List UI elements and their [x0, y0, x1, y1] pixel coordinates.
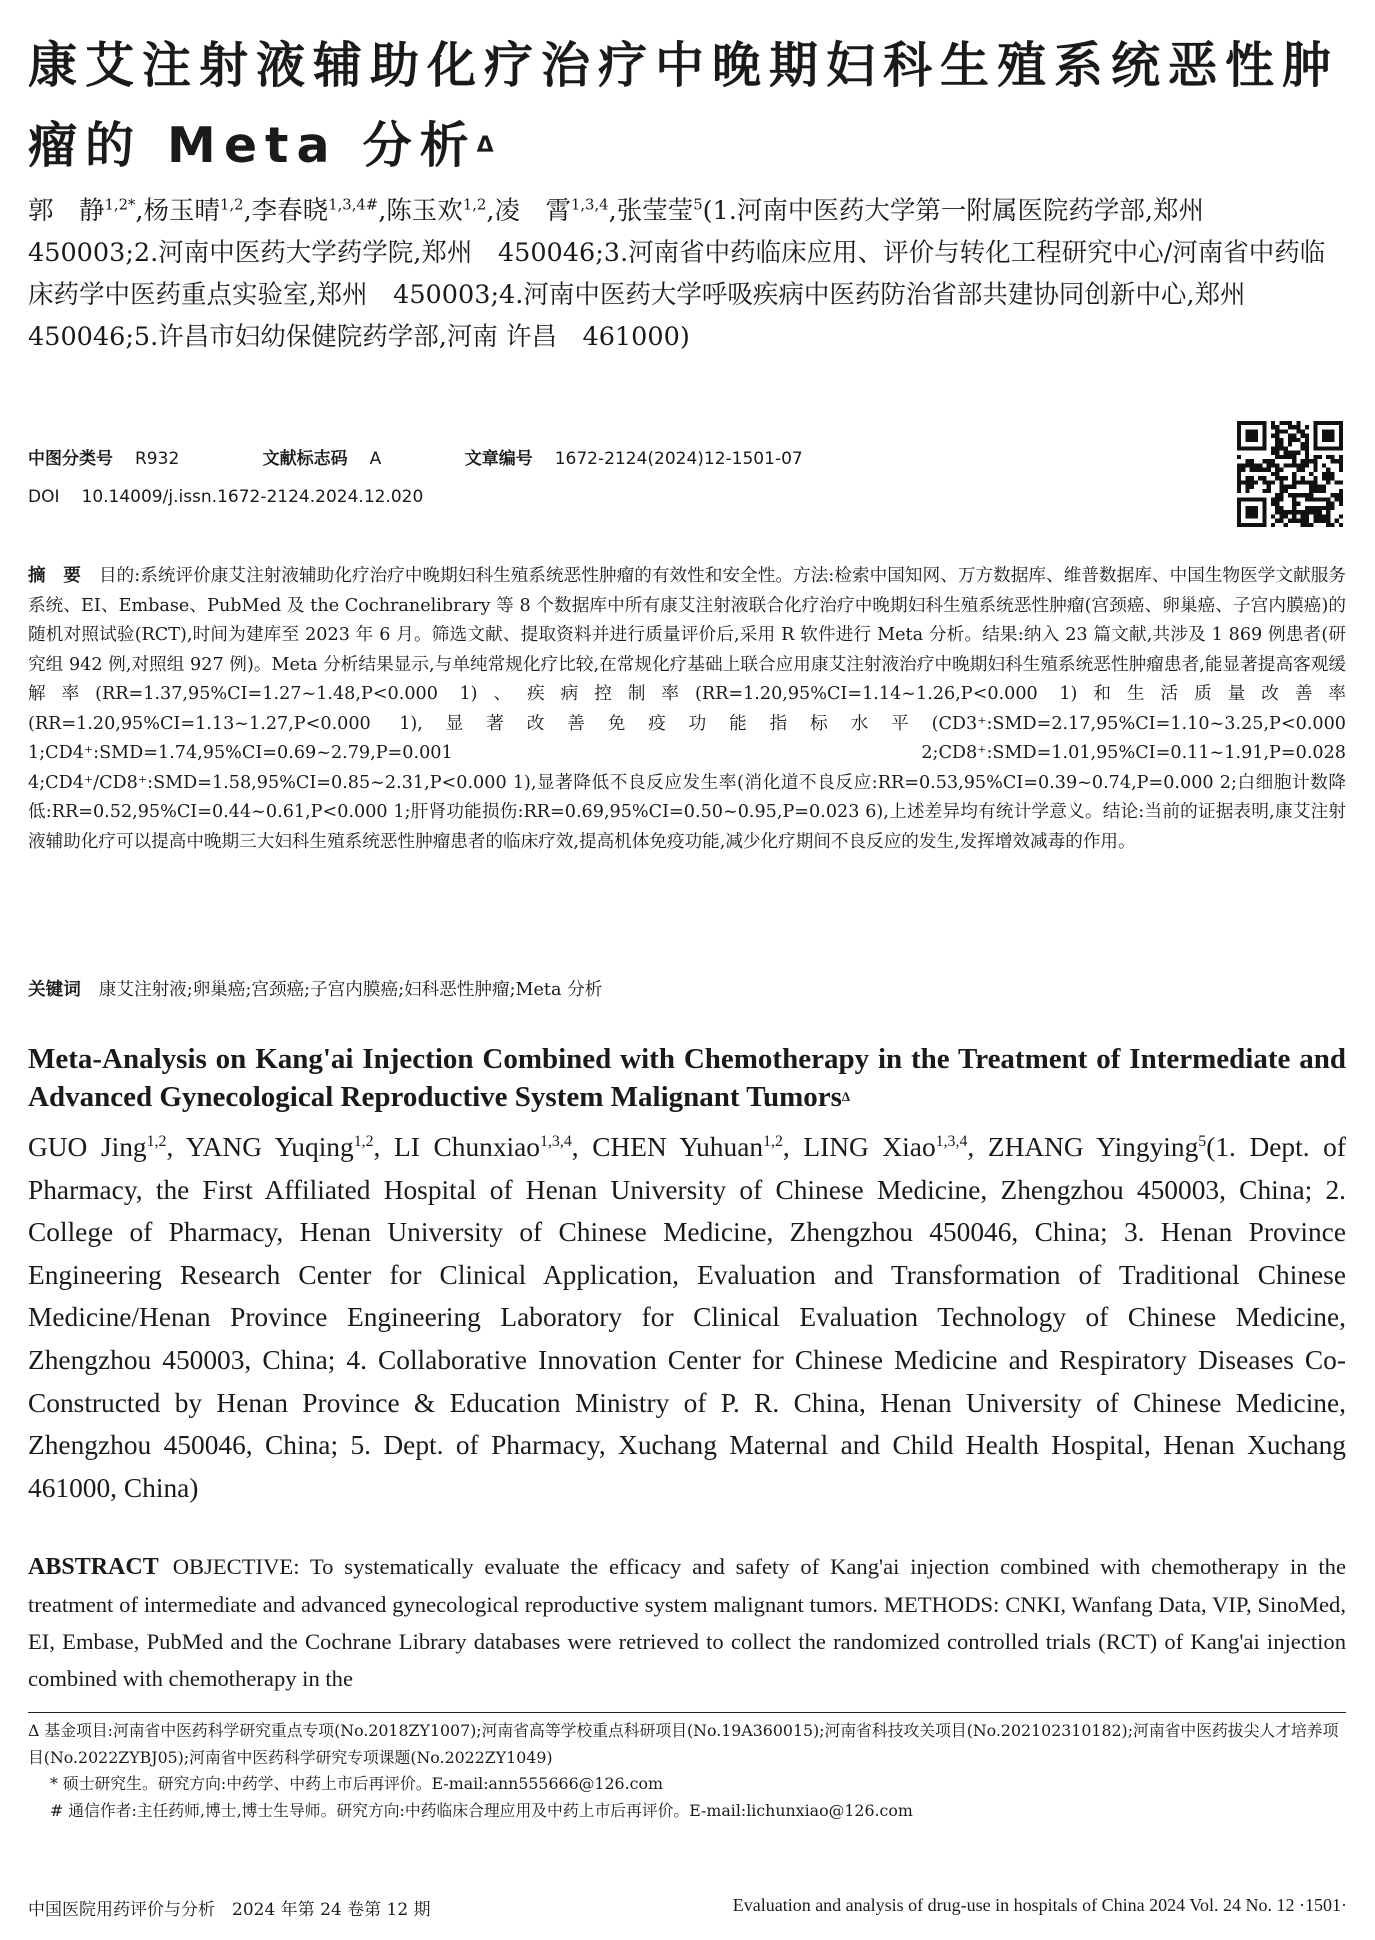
- english-abstract-label: ABSTRACT: [28, 1554, 159, 1580]
- doc-code-value: A: [369, 449, 382, 469]
- doi-label: DOI: [28, 487, 60, 507]
- author-name: LING Xiao: [803, 1132, 936, 1162]
- english-title: [28, 1040, 1346, 1116]
- chinese-abstract-text: 目的:系统评价康艾注射液辅助化疗治疗中晚期妇科生殖系统恶性肿瘤的有效性和安全性。方法:检索中国知网、万方数据库、维普数据库、中国生物医学文献服务系统、EI、Embase、PubMed 及 the Cochranelibrary 等 8 个数据库中所有康艾注射液联合化疗治疗中晚期妇科生殖系统恶性肿瘤(宫颈癌、卵巢癌、子宫内膜癌)的随机对照试验(RCT),时间为建库至 2023 年 6 月。筛选文献、提取资料并进行质量评价后,采用 R 软件进行 Meta 分析。结果:纳入 23 篇文献,共涉及 1 869 例患者(研究组 942 例,对照组 927 例)。Meta 分析结果显示,与单纯常规化疗比较,在常规化疗基础上联合应用康艾注射液治疗中晚期妇科生殖系统恶性肿瘤患者,能显著提高客观缓解率(RR=1.37,95%CI=1.27~1.48,P<0.000 1)、疾病控制率(RR=1.20,95%CI=1.14~1.26,P<0.000 1)和生活质量改善率(RR=1.20,95%CI=1.13~1.27,P<0.000 1),显著改善免疫功能指标水平(CD3⁺:SMD=2.17,95%CI=1.10~3.25,P<0.000 1;CD4⁺:SMD=1.74,95%CI=0.69~2.79,P=0.001 2;CD8⁺:SMD=1.01,95%CI=0.11~1.91,P=0.028 4;CD4⁺/CD8⁺:SMD=1.58,95%CI=0.85~2.31,P<0.000 1),显著降低不良反应发生率(消化道不良反应:RR=0.53,95%CI=0.39~0.74,P=0.000 2;白细胞计数降低:RR=0.52,95%CI=0.44~0.61,P<0.000 1;肝肾功能损伤:RR=0.69,95%CI=0.50~0.95,P=0.023 6),上述差异均有统计学意义。结论:当前的证据表明,康艾注射液辅助化疗可以提高中晚期三大妇科生殖系统恶性肿瘤患者的临床疗效,提高机体免疫功能,减少化疗期间不良反应的发生,发挥增效减毒的作用。: [28, 566, 1346, 852]
- author-affiliation-mark: 1,2: [462, 196, 487, 214]
- english-title-fund-mark: Δ: [841, 1089, 851, 1104]
- english-title-text: Meta-Analysis on Kang'ai Injection Combined with Chemotherapy in the Treatment of Intermediate and Advanced Gynecological Reproductive System Malignant Tumors: [28, 1043, 1346, 1113]
- author-affiliation-mark: 5: [1198, 1132, 1207, 1150]
- chinese-authors-affiliations: [28, 190, 1348, 358]
- english-author-list: GUO Jing$^{1,2}$, YANG Yuqing$^{1,2}$, LI Chunxiao$^{1,3,4}$, CHEN Yuhuan$^{1,2}$, LING Xiao$^{1,3,4}$, ZHANG Yingying$^5$: [28, 1132, 1207, 1162]
- english-affiliations: (1. Dept. of Pharmacy, the First Affiliated Hospital of Henan University of Chinese Medicine, Zhengzhou 450003, China; 2. College of Pharmacy, Henan University of Chinese Medicine, Zhengzhou 450046, China; 3. Henan Province Engineering Research Center for Clinical Application, Evaluation and Transformation of Traditional Chinese Medicine/Henan Province Engineering Laboratory for Clinical Evaluation Technology of Chinese Medicine, Zhengzhou 450003, China; 4. Collaborative Innovation Center for Chinese Medicine and Respiratory Diseases Co-Constructed by Henan Province & Education Ministry of P. R. China, Henan University of Chinese Medicine, Zhengzhou 450046, China; 5. Dept. of Pharmacy, Xuchang Maternal and Child Health Hospital, Henan Xuchang 461000, China): [28, 1132, 1347, 1503]
- clc-value: R932: [135, 449, 180, 469]
- first-author-footnote: * 硕士研究生。研究方向:中药学、中药上市后再评价。E-mail:ann555666@126.com: [50, 1774, 663, 1794]
- author-name: YANG Yuqing: [185, 1132, 354, 1162]
- author-affiliation-mark: 1,3,4: [935, 1132, 968, 1150]
- author-affiliation-mark: 1,3,4#: [328, 196, 379, 214]
- chinese-keywords-text: 康艾注射液;卵巢癌;宫颈癌;子宫内膜癌;妇科恶性肿瘤;Meta 分析: [98, 980, 603, 1000]
- author-affiliation-mark: 1,2: [353, 1132, 374, 1150]
- fund-footnote: Δ 基金项目:河南省中医药科学研究重点专项(No.2018ZY1007);河南省高等学校重点科研项目(No.19A360015);河南省科技攻关项目(No.202102310182);河南省中医药拔尖人才培养项目(No.2022ZYBJ05);河南省中医药科学研究专项课题(No.2022ZY1049): [28, 1721, 1339, 1767]
- article-no-value: 1672-2124(2024)12-1501-07: [554, 449, 803, 469]
- author-affiliation-mark: 1,3,4: [570, 196, 609, 214]
- classification-line: [28, 446, 803, 472]
- author-name: 郭 静: [28, 196, 105, 226]
- chinese-abstract: [28, 562, 1346, 857]
- author-affiliation-mark: 1,2: [146, 1132, 167, 1150]
- author-affiliation-mark: 1,2: [220, 196, 244, 214]
- chinese-affiliations: (1.河南中医药大学第一附属医院药学部,郑州 450003;2.河南中医药大学药学院,郑州 450046;3.河南省中药临床应用、评价与转化工程研究中心/河南省中药临床药学中医药重点实验室,郑州 450003;4.河南中医药大学呼吸疾病中医药防治省部共建协同创新中心,郑州 450046;5.许昌市妇幼保健院药学部,河南 许昌 461000): [28, 196, 1326, 352]
- author-name: 张莹莹: [616, 196, 694, 226]
- english-abstract-text: OBJECTIVE: To systematically evaluate the efficacy and safety of Kang'ai injection combined with chemotherapy in the treatment of intermediate and advanced gynecological reproductive system malignant tumors. METHODS: CNKI, Wanfang Data, VIP, SinoMed, EI, Embase, PubMed and the Cochrane Library databases were retrieved to collect the randomized controlled trials (RCT) of Kang'ai injection combined with chemotherapy in the: [28, 1554, 1346, 1691]
- article-title: [28, 26, 1348, 186]
- author-affiliation-mark: 1,3,4: [540, 1132, 572, 1150]
- article-no-label: 文章编号: [464, 449, 533, 469]
- clc-label: 中图分类号: [28, 449, 113, 469]
- author-name: ZHANG Yingying: [987, 1132, 1199, 1162]
- footer-journal-cn: 中国医院用药评价与分析 2024 年第 24 卷第 12 期: [28, 1900, 431, 1920]
- corresponding-author-footnote: # 通信作者:主任药师,博士,博士生导师。研究方向:中药临床合理应用及中药上市后再评价。E-mail:lichunxiao@126.com: [50, 1800, 913, 1820]
- chinese-abstract-label: 摘 要: [28, 566, 81, 586]
- english-abstract: [28, 1548, 1346, 1697]
- chinese-keywords: [28, 975, 1346, 1005]
- footnote-divider: [28, 1712, 1346, 1713]
- footnotes: [28, 1718, 1346, 1824]
- author-name: 杨玉晴: [143, 196, 221, 226]
- author-affiliation-mark: 1,2*: [104, 196, 136, 214]
- author-affiliation-mark: 1,2: [763, 1132, 783, 1150]
- author-name: 凌 霄: [494, 196, 571, 226]
- author-name: 陈玉欢: [386, 196, 463, 226]
- author-affiliation-mark: 5: [693, 196, 703, 214]
- author-name: CHEN Yuhuan: [592, 1132, 764, 1162]
- title-fund-mark: Δ: [476, 133, 494, 158]
- doi-line: [28, 484, 423, 510]
- footer-journal-en: Evaluation and analysis of drug-use in hospitals of China 2024 Vol. 24 No. 12 ·1501·: [732, 1895, 1347, 1915]
- author-name: LI Chunxiao: [394, 1132, 540, 1162]
- article-title-text: 康艾注射液辅助化疗治疗中晚期妇科生殖系统恶性肿瘤的 Meta 分析: [28, 37, 1340, 174]
- doi-value[interactable]: 10.14009/j.issn.1672-2124.2024.12.020: [81, 487, 424, 507]
- author-name: GUO Jing: [28, 1132, 147, 1162]
- author-name: 李春晓: [251, 196, 329, 226]
- chinese-keywords-label: 关键词: [28, 980, 81, 1000]
- doc-code-label: 文献标志码: [262, 449, 348, 469]
- english-authors-affiliations: [28, 1126, 1346, 1509]
- qr-code-icon[interactable]: [1237, 421, 1343, 527]
- chinese-author-list: 郭 静$^{1,2*}$,杨玉晴$^{1,2}$,李春晓$^{1,3,4\#}$,陈玉欢$^{1,2}$,凌 霄$^{1,3,4}$,张莹莹$^5$: [28, 196, 703, 226]
